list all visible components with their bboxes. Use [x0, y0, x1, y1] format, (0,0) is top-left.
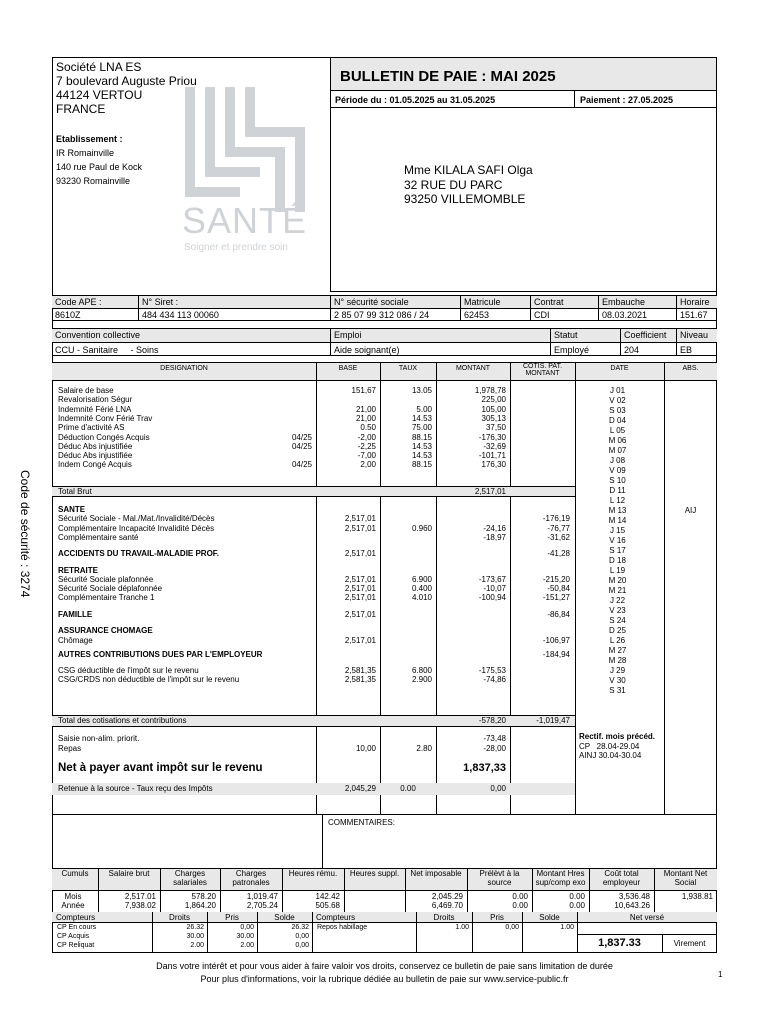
line-designation: Sécurité Sociale - Mal./Mat./Invalidité/Décès: [58, 514, 215, 524]
line-taux: 75.00: [411, 423, 432, 433]
day-item: D 25: [609, 626, 626, 635]
cumul-header: Coût total employeur: [602, 869, 641, 887]
table-row: [52, 533, 575, 542]
period: Période du : 01.05.2025 au 31.05.2025: [335, 95, 496, 105]
line-cotis: -106,97: [542, 636, 570, 646]
line-taux: 6.900: [411, 574, 432, 584]
line-montant: 305,13: [481, 413, 506, 423]
line-montant: -173,67: [478, 574, 506, 584]
day-item: L 19: [609, 566, 626, 575]
compteurs-table: [52, 912, 717, 953]
table-row: [52, 524, 575, 533]
compteur-cell: CP En cours: [57, 924, 97, 931]
table-row: [52, 575, 575, 584]
line-taux: 4.010: [411, 593, 432, 603]
cumul-annee-cell: Année: [61, 901, 85, 910]
line-taux: 14.53: [411, 451, 432, 461]
line-base: 2,517,01: [344, 523, 376, 533]
cumul-mois-cell: 3,536.48: [618, 892, 650, 901]
cumul-header: Charges salariales: [173, 869, 207, 887]
compteur-header: Pris: [225, 913, 239, 922]
siret-label: N° Siret :: [142, 297, 179, 307]
compteur-cell: 26.32: [186, 924, 204, 931]
table-row: [52, 666, 575, 675]
line-designation: Sécurité Sociale plafonnée: [58, 574, 154, 584]
cumul-mois-cell: 578.20: [191, 892, 216, 901]
cumul-annee-cell: 2,705.24: [246, 901, 278, 910]
table-row: [52, 584, 575, 593]
cumul-header: Montant Net Social: [663, 869, 708, 887]
line-montant: 1,978,78: [474, 386, 506, 395]
day-item: V 30: [609, 676, 626, 685]
table-row: [52, 423, 575, 432]
line-base: 2,517,01: [344, 636, 376, 646]
day-item: M 27: [608, 646, 627, 655]
compteur-cell: Repos habillage: [317, 924, 368, 931]
page-number: 1: [718, 970, 723, 979]
cumul-mois-cell: 142.42: [315, 892, 340, 901]
embauche-label: Embauche: [602, 297, 646, 307]
day-item: J 08: [609, 456, 626, 465]
line-cotis: -31,62: [547, 532, 570, 542]
cumul-header: Salaire brut: [108, 869, 150, 878]
table-row: [52, 505, 575, 514]
line-montant: 105,00: [481, 404, 506, 414]
line-base: 10,00: [355, 744, 376, 753]
line-designation: Chômage: [58, 636, 93, 646]
cumul-mois-cell: 2,045.29: [431, 892, 463, 901]
day-item: M 28: [608, 656, 627, 665]
line-taux: 14.53: [411, 441, 432, 451]
table-row: [52, 405, 575, 414]
line-designation: Saisie non-alim. priorit.: [58, 734, 140, 743]
line-montant: -100,94: [478, 593, 506, 603]
line-taux: 5.00: [416, 404, 432, 414]
contrat-label: Contrat: [534, 297, 564, 307]
line-base: 21,00: [355, 413, 376, 423]
coef-label: Coefficient: [624, 330, 667, 340]
line-cotis: -151,27: [542, 593, 570, 603]
compteur-cell: 0,00: [505, 924, 519, 931]
emploi: Aide soignant(e): [334, 345, 400, 355]
compteur-header: Droits: [169, 913, 190, 922]
table-row: [52, 636, 575, 645]
compteur-header: Pris: [490, 913, 504, 922]
convention: CCU - Sanitaire - Soins: [55, 345, 159, 355]
cumul-header: Net imposable: [410, 869, 462, 878]
lna-logo-icon: [180, 82, 315, 217]
statut-label: Statut: [554, 330, 578, 340]
cumul-header: Heures suppl.: [349, 869, 400, 878]
niveau: EB: [680, 345, 693, 355]
establishment-label: Etablissement :: [56, 134, 123, 144]
establishment-name: IR Romainville: [56, 148, 115, 158]
embauche: 08.03.2021: [602, 310, 648, 320]
table-row: [52, 414, 575, 423]
line-montant: -10,07: [483, 584, 506, 594]
table-row: [52, 460, 575, 469]
day-item: L 12: [609, 496, 626, 505]
compteur-header: Droits: [433, 913, 455, 922]
line-month: 04/25: [291, 460, 312, 470]
header-montant: MONTANT: [455, 365, 491, 372]
abs-value: AIJ: [684, 506, 697, 515]
day-item: S 31: [609, 686, 626, 695]
net-avant-label: Net à payer avant impôt sur le revenu: [58, 762, 263, 774]
day-item: M 20: [608, 576, 627, 585]
retenue-base: 2,045,29: [344, 784, 376, 793]
line-cotis: -86,84: [547, 609, 570, 619]
company-name: Société LNA ES: [56, 60, 142, 74]
day-item: D 18: [609, 556, 626, 565]
line-base: 2,517,01: [344, 593, 376, 603]
line-montant: 176,30: [481, 460, 506, 470]
header-date: DATE: [610, 365, 629, 372]
day-item: M 06: [608, 436, 627, 445]
footer-line2: Pour plus d'informations, voir la rubrique dédiée au bulletin de paie sur www.service-public.fr: [200, 974, 569, 984]
cumul-mois-cell: 1,938.81: [681, 892, 713, 901]
cumul-header: Heures rému.: [288, 869, 338, 878]
line-montant: -18,97: [483, 532, 506, 542]
day-item: S 10: [609, 476, 626, 485]
compteur-cell: 0,00: [295, 933, 309, 940]
compteur-cell: 2.00: [190, 942, 204, 949]
compteur-cell: 0,00: [295, 942, 309, 949]
cumul-header: Montant Hres sup/comp exo: [535, 869, 586, 887]
line-cotis: -50,84: [547, 584, 570, 594]
table-row: [52, 610, 575, 619]
cumul-annee-cell: 6,469.70: [431, 901, 463, 910]
table-row: [52, 626, 575, 635]
line-taux: 88.15: [411, 460, 432, 470]
compteur-cell: 30.00: [186, 933, 204, 940]
employee-name: Mme KILALA SAFI Olga: [404, 163, 533, 177]
line-base: -7,00: [357, 451, 376, 461]
line-montant: -73,48: [483, 734, 506, 743]
line-montant: -24,16: [483, 523, 506, 533]
day-item: M 14: [608, 516, 627, 525]
header-taux: TAUX: [398, 365, 418, 372]
day-item: J 22: [609, 596, 626, 605]
cumul-header: Charges patronales: [232, 869, 270, 887]
table-row: [52, 549, 575, 558]
establishment-address2: 93230 Romainville: [56, 176, 131, 186]
niveau-label: Niveau: [680, 330, 709, 340]
cumul-annee-cell: 10,643.26: [614, 901, 650, 910]
cumul-mois-cell: 0.00: [569, 892, 585, 901]
footer-line1: Dans votre intérêt et pour vous aider à faire valoir vos droits, conservez ce bulletin de paie sans limitation de durée: [156, 961, 613, 971]
line-taux: 2.900: [411, 675, 432, 685]
compteur-cell: 2.00: [240, 942, 254, 949]
day-item: M 13: [608, 506, 627, 515]
table-row: [52, 433, 575, 442]
table-row: [52, 566, 575, 575]
line-montant: -32,69: [483, 441, 506, 451]
line-base: 0.50: [360, 423, 376, 433]
net-verse-value: 1,837.33: [598, 937, 641, 949]
table-row: [52, 395, 575, 404]
line-montant: -176,30: [478, 432, 506, 442]
line-designation: Déduc Abs injustifiée: [58, 451, 133, 461]
line-designation: Indem Congé Acquis: [58, 460, 132, 470]
cumul-annee-cell: 505.68: [315, 901, 340, 910]
line-montant: 225,00: [481, 395, 506, 405]
compteur-header: Solde: [274, 913, 295, 922]
cumul-annee-cell: 1,864.20: [184, 901, 216, 910]
compteur-cell: 26.32: [291, 924, 309, 931]
line-base: 151,67: [351, 386, 376, 395]
line-designation: Salaire de base: [58, 386, 114, 395]
line-designation: Sécurité Sociale déplafonnée: [58, 584, 163, 594]
day-item: V 02: [609, 396, 626, 405]
cumul-mois-cell: 2,517.01: [124, 892, 156, 901]
horaire: 151.67: [680, 310, 708, 320]
line-montant: -175,53: [478, 665, 506, 675]
line-base: 2,517,01: [344, 549, 376, 559]
line-designation: FAMILLE: [58, 609, 93, 619]
line-designation: Complémentaire santé: [58, 532, 139, 542]
day-item: M 21: [608, 586, 627, 595]
line-base: -2,25: [357, 441, 376, 451]
compteur-cell: CP Reliquat: [57, 942, 95, 949]
line-designation: Complémentaire Incapacité Invalidité Décès: [58, 523, 215, 533]
emploi-label: Emploi: [334, 330, 362, 340]
compteur-cell: 1.00: [455, 924, 469, 931]
line-designation: ACCIDENTS DU TRAVAIL-MALADIE PROF.: [58, 549, 220, 559]
table-row: [52, 675, 575, 684]
employee-address2: 93250 VILLEMOMBLE: [404, 192, 526, 206]
line-designation: Indemnité Conv Férié Trav: [58, 413, 153, 423]
line-taux: 14.53: [411, 413, 432, 423]
day-item: J 01: [609, 386, 626, 395]
company-country: FRANCE: [56, 102, 106, 116]
total-brut-value: 2,517,01: [474, 487, 506, 496]
header-designation: DESIGNATION: [160, 365, 208, 372]
line-taux: 13.05: [411, 386, 432, 395]
day-item: S 24: [609, 616, 626, 625]
company-address2: 44124 VERTOU: [56, 88, 143, 102]
compteur-header: Compteurs: [316, 913, 356, 922]
line-designation: SANTE: [58, 505, 86, 514]
line-base: 2,581,35: [344, 675, 376, 685]
table-row: [52, 442, 575, 451]
header-base: BASE: [338, 365, 358, 372]
line-base: -2,00: [357, 432, 376, 442]
info-grid: [52, 292, 717, 360]
total-brut-label: Total Brut: [58, 487, 92, 496]
net-verse-label: Net versé: [629, 913, 665, 922]
employee-address1: 32 RUE DU PARC: [404, 177, 503, 192]
ss-label: N° sécurité sociale: [334, 297, 409, 307]
company-logo: [180, 82, 315, 262]
table-row: [52, 386, 575, 395]
line-designation: Déduction Congés Acquis: [58, 432, 150, 442]
virement: Virement: [673, 939, 706, 948]
line-designation: Revalorisation Ségur: [58, 395, 133, 405]
line-cotis: -184,94: [542, 649, 570, 659]
rectif-title: Rectif. mois précéd.: [579, 732, 656, 741]
rectif-block: [579, 732, 655, 761]
footer: [52, 960, 717, 986]
table-row: [52, 593, 575, 602]
total-cotis-patronal: -1,019,47: [536, 716, 570, 725]
table-row: [52, 514, 575, 523]
payment-date: Paiement : 27.05.2025: [580, 95, 674, 105]
retenue-label: Retenue à la source - Taux reçu des Impôts: [58, 784, 213, 793]
day-item: J 29: [609, 666, 626, 675]
line-designation: Repas: [58, 744, 82, 753]
matricule: 62453: [464, 310, 490, 320]
line-month: 04/25: [291, 441, 312, 451]
compteur-header: Solde: [539, 913, 560, 922]
line-designation: Indemnité Férié LNA: [58, 404, 132, 414]
line-cotis: -41,28: [547, 549, 570, 559]
line-month: 04/25: [291, 432, 312, 442]
line-designation: ASSURANCE CHOMAGE: [58, 626, 153, 635]
establishment-address1: 140 rue Paul de Kock: [56, 162, 143, 172]
table-row: [52, 451, 575, 460]
ss-number: 2 85 07 99 312 086 / 24: [334, 310, 430, 320]
line-taux: 0.960: [411, 523, 432, 533]
total-cotis-montant: -578,20: [478, 716, 506, 725]
line-taux: 6.800: [411, 665, 432, 675]
cumul-header: Cumuls: [61, 869, 89, 878]
line-cotis: -176,19: [542, 514, 570, 524]
payslip-title: BULLETIN DE PAIE : MAI 2025: [330, 57, 717, 91]
compteur-cell: CP Acquis: [57, 933, 90, 940]
comments-label: COMMENTAIRES:: [328, 818, 395, 827]
retenue-taux: 0.00: [400, 784, 416, 793]
day-item: J 15: [609, 526, 626, 535]
line-base: 2,517,01: [344, 574, 376, 584]
day-item: L 26: [609, 636, 626, 645]
cumul-annee-cell: 0.00: [512, 901, 528, 910]
security-code: Code de sécurité : 3274: [18, 470, 32, 598]
line-montant: 37,50: [485, 423, 506, 433]
cumul-mois-cell: 1,019.47: [246, 892, 278, 901]
cumul-annee-cell: 0.00: [569, 901, 585, 910]
line-designation: Déduc Abs injustifiée: [58, 441, 133, 451]
line-designation: CSG déductible de l'impôt sur le revenu: [58, 665, 199, 675]
employee-block: [404, 163, 533, 207]
line-taux: 88.15: [411, 432, 432, 442]
line-designation: AUTRES CONTRIBUTIONS DUES PAR L'EMPLOYEUR: [58, 649, 263, 659]
day-item: D 04: [609, 416, 626, 425]
line-montant: -74,86: [483, 675, 506, 685]
day-item: V 09: [609, 466, 626, 475]
contrat: CDI: [534, 310, 550, 320]
statut: Employé: [554, 345, 590, 355]
code-ape: 8610Z: [55, 310, 81, 320]
day-item: V 23: [609, 606, 626, 615]
line-base: 21,00: [355, 404, 376, 414]
rectif-line2: AINJ 30.04-30.04: [579, 751, 642, 760]
line-base: 2,517,01: [344, 514, 376, 524]
logo-text: SANTÉ: [182, 200, 308, 241]
day-item: M 07: [608, 446, 627, 455]
cumul-annee-cell: 7,938.02: [124, 901, 156, 910]
header-abs: ABS.: [682, 365, 699, 372]
retenue-montant: 0,00: [490, 784, 506, 793]
total-cotis-label: Total des cotisations et contributions: [58, 716, 187, 725]
day-item: D 11: [609, 486, 626, 495]
cumul-mois-cell: Mois: [64, 892, 82, 901]
header-cotis: COTIS. PAT. MONTANT: [522, 363, 563, 377]
period-separator: [574, 90, 575, 108]
line-taux: 0.400: [411, 584, 432, 594]
line-montant: -28,00: [483, 744, 506, 753]
line-montant: -101,71: [478, 451, 506, 461]
table-row: [52, 734, 575, 744]
code-ape-label: Code APE :: [55, 297, 102, 307]
line-cotis: -215,20: [542, 574, 570, 584]
line-cotis: -76,77: [547, 523, 570, 533]
day-item: L 05: [609, 426, 626, 435]
cumuls-table: [52, 868, 717, 913]
day-item: S 03: [609, 406, 626, 415]
line-designation: Complémentaire Tranche 1: [58, 593, 155, 603]
compteur-cell: 30.00: [236, 933, 254, 940]
cumul-mois-cell: 0.00: [512, 892, 528, 901]
line-base: 2,581,35: [344, 665, 376, 675]
company-address1: 7 boulevard Auguste Priou: [56, 74, 197, 88]
matricule-label: Matricule: [464, 297, 501, 307]
line-base: 2,00: [360, 460, 376, 470]
logo-tagline: Soigner et prendre soin: [184, 242, 288, 253]
line-designation: Prime d'activité AS: [58, 423, 125, 433]
siret: 484 434 113 00060: [142, 310, 219, 320]
compteur-cell: 0,00: [240, 924, 254, 931]
line-designation: RETRAITE: [58, 565, 98, 575]
table-row: [52, 744, 575, 754]
horaire-label: Horaire: [680, 297, 710, 307]
convention-label: Convention collective: [55, 330, 141, 340]
table-row: [52, 650, 575, 659]
day-item: S 17: [609, 546, 626, 555]
coef: 204: [624, 345, 640, 355]
cumul-header: Prélèvt à la source: [479, 869, 520, 887]
line-base: 2,517,01: [344, 609, 376, 619]
compteur-cell: 1.00: [560, 924, 574, 931]
day-item: V 16: [609, 536, 626, 545]
line-base: 2,517,01: [344, 584, 376, 594]
rectif-line1: CP 28.04-29.04: [579, 741, 640, 751]
line-taux: 2.80: [416, 744, 432, 753]
line-designation: CSG/CRDS non déductible de l'impôt sur le revenu: [58, 675, 240, 685]
compteur-header: Compteurs: [56, 913, 96, 922]
net-avant-value: 1,837,33: [463, 762, 506, 774]
